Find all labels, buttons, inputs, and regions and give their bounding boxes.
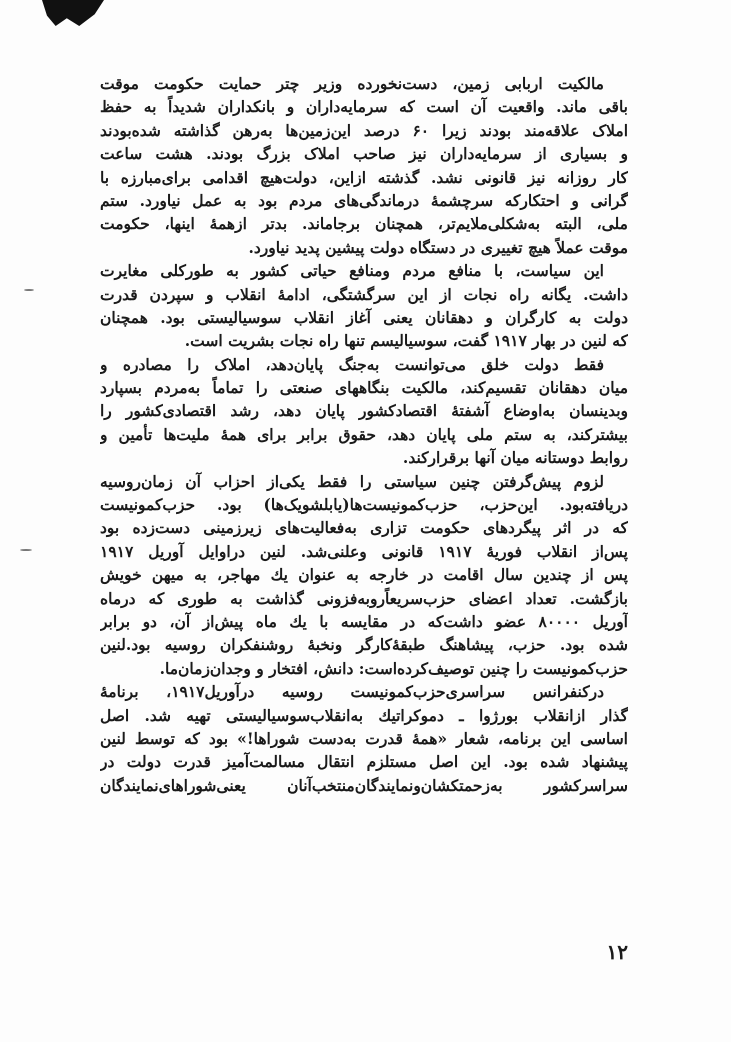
text-line: موقت عملاً هیچ تغییری در دستگاه دولت پیشین پدید نیاورد. [248,237,628,257]
text-line: باقی ماند. واقعیت آن است که سرمایه‌داران و بانکداران شدیداً به حفظ [100,97,628,117]
text-line: سراسرکشور به‌زحمتکشان‌ونمایندگان‌منتخب‌آنان یعنی‌شوراهای‌نمایندگان [100,775,628,795]
text-line: آوریل ۸۰۰۰۰ عضو داشت‌که در مقایسه با یك ماه پیش‌از آن، دو برابر [100,611,628,631]
page-body-text [100,72,628,797]
paragraph-1 [100,72,628,259]
paragraph-3 [100,353,628,470]
text-line: گرانی و احتکارکه سرچشمهٔ درماندگی‌های مردم بود به عمل نیاورد. ستم [100,190,628,210]
text-line: لزوم پیش‌گرفتن چنین سیاستی را فقط یکی‌از احزاب آن زمان‌روسیه [100,471,604,491]
text-line: پس از چندین سال اقامت در خارجه به عنوان یك مهاجر، به میهن خویش [100,565,628,585]
text-line: بیشترکند، به ستم ملی پایان دهد، حقوق برابر برای همهٔ ملیت‌ها تأمین و [100,424,628,444]
text-line: درکنفرانس سراسری‌حزب‌کمونیست روسیه درآوریل۱۹۱۷، برنامهٔ [100,682,604,702]
paragraph-5 [100,680,628,797]
text-line: اساسی این برنامه، شعار «همهٔ قدرت به‌دست شوراها!» بود که توسط لنین [100,728,628,748]
text-line: و بسیاری از سرمایه‌داران نیز صاحب املاک بزرگ بودند. هشت ساعت [100,144,628,164]
text-line: که در اثر پیگردهای حکومت تزاری به‌فعالیت‌های زیرزمینی دست‌زده بود [100,518,628,538]
text-line: گذار ازانقلاب بورژوا ـ دموکراتیك به‌انقلاب‌سوسیالیستی تهیه شد. اصل [100,705,628,725]
paragraph-2 [100,259,628,353]
text-line: پیشنهاد شده بود. این اصل مستلزم انتقال مسالمت‌آمیز قدرت دولت در [100,752,628,772]
text-line: دریافته‌بود. این‌حزب، حزب‌کمونیست‌ها(یابلشویک‌ها) بود. حزب‌کمونیست [100,495,628,515]
text-line: کار روزانه نیز قانونی نشد. گذشته ازاین، دولت‌هیچ اقدامی برای‌مبارزه با [100,167,628,187]
text-line: ملی، البته به‌شکلی‌ملایم‌تر، همچنان برجاماند. بدتر ازهمهٔ اینها، حکومت [100,214,628,234]
text-line: فقط دولت خلق می‌توانست به‌جنگ پایان‌دهد، املاک را مصادره و [100,354,604,374]
text-line: حزب‌کمونیست را چنین توصیف‌کرده‌است: دانش، افتخار و وجدان‌زمان‌ما. [159,658,628,678]
text-line: وبدینسان به‌اوضاع آشفتهٔ اقتصادکشور پایان دهد، رشد اقتصادی‌کشور را [100,401,628,421]
page-number: ۱۲ [606,940,628,964]
text-line: دولت به کارگران و دهقانان یعنی آغاز انقلاب سوسیالیستی بود. همچنان [100,307,628,327]
paragraph-4 [100,470,628,681]
text-line: میان دهقانان تقسیم‌کند، مالکیت بنگاههای صنعتی را تماماً به‌مردم بسپارد [100,378,628,398]
text-line: این سیاست، با منافع مردم ومنافع حیاتی کشور به طورکلی مغایرت [100,261,604,281]
text-line: بازگشت. تعداد اعضای حزب‌سریعاًروبه‌فزونی گذاشت به طوری که درماه [100,588,628,608]
text-line: املاک علاقه‌مند بودند زیرا ۶۰ درصد این‌زمین‌ها به‌رهن گذاشته شده‌بودند [100,120,628,140]
scan-speck [24,289,34,291]
text-line: داشت. یگانه راه نجات از این سرگشتگی، ادامهٔ انقلاب و سپردن قدرت [100,284,628,304]
text-line: پس‌از انقلاب فوریهٔ ۱۹۱۷ قانونی وعلنی‌شد. لنین دراوایل آوریل ۱۹۱۷ [100,541,628,561]
text-line: روابط دوستانه میان آنها برقرارکند. [402,448,628,468]
text-line: مالکیت اربابی زمین، دست‌نخورده وزیر چتر حمایت حکومت موقت [100,74,604,93]
scan-speck [20,549,32,551]
text-line: که لنین در بهار ۱۹۱۷ گفت، سوسیالیسم تنها راه نجات بشریت است. [184,331,628,351]
text-line: شده بود. حزب، پیشاهنگ طبقهٔ‌کارگر ونخبهٔ روشنفکران روسیه بود.لنین [100,635,628,655]
scan-corner-mark [42,0,104,26]
